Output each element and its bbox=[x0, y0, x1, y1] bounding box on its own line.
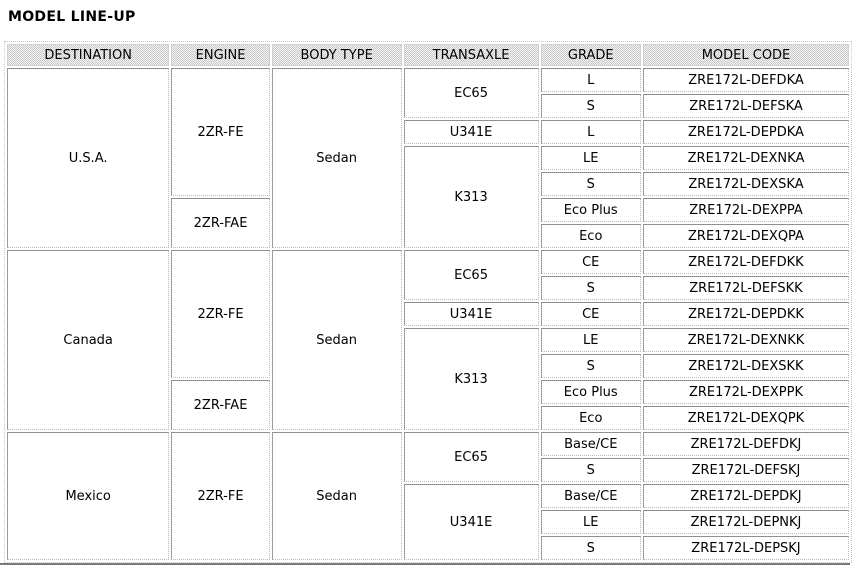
table-row bbox=[7, 250, 849, 274]
model-code-cell: ZRE172L-DEXQPA bbox=[643, 224, 849, 248]
grade-cell: S bbox=[541, 276, 641, 300]
bottom-rule bbox=[0, 563, 850, 565]
grade-cell: S bbox=[541, 94, 641, 118]
transaxle-cell: EC65 bbox=[404, 68, 539, 118]
model-lineup-table bbox=[4, 41, 852, 563]
grade-cell: LE bbox=[541, 510, 641, 534]
transaxle-cell: U341E bbox=[404, 484, 539, 560]
body-type-cell: Sedan bbox=[272, 432, 402, 560]
grade-cell: LE bbox=[541, 146, 641, 170]
destination-cell: Mexico bbox=[7, 432, 169, 560]
transaxle-cell: K313 bbox=[404, 146, 539, 248]
engine-cell: 2ZR-FE bbox=[171, 68, 269, 196]
grade-cell: Base/CE bbox=[541, 484, 641, 508]
model-code-cell: ZRE172L-DEXSKA bbox=[643, 172, 849, 196]
model-code-cell: ZRE172L-DEXNKK bbox=[643, 328, 849, 352]
engine-cell: 2ZR-FAE bbox=[171, 380, 269, 430]
model-code-cell: ZRE172L-DEFDKJ bbox=[643, 432, 849, 456]
grade-cell: LE bbox=[541, 328, 641, 352]
col-header-engine: ENGINE bbox=[171, 44, 269, 66]
col-header-body-type: BODY TYPE bbox=[272, 44, 402, 66]
transaxle-cell: EC65 bbox=[404, 250, 539, 300]
transaxle-cell: EC65 bbox=[404, 432, 539, 482]
engine-cell: 2ZR-FE bbox=[171, 432, 269, 560]
transaxle-cell: U341E bbox=[404, 302, 539, 326]
table-row bbox=[7, 432, 849, 456]
transaxle-cell: K313 bbox=[404, 328, 539, 430]
grade-cell: Eco Plus bbox=[541, 198, 641, 222]
model-code-cell: ZRE172L-DEPNKJ bbox=[643, 510, 849, 534]
grade-cell: L bbox=[541, 120, 641, 144]
engine-cell: 2ZR-FAE bbox=[171, 198, 269, 248]
model-code-cell: ZRE172L-DEFDKA bbox=[643, 68, 849, 92]
engine-cell: 2ZR-FE bbox=[171, 250, 269, 378]
grade-cell: CE bbox=[541, 250, 641, 274]
table-header-row bbox=[7, 44, 849, 66]
grade-cell: L bbox=[541, 68, 641, 92]
transaxle-cell: U341E bbox=[404, 120, 539, 144]
grade-cell: Base/CE bbox=[541, 432, 641, 456]
model-code-cell: ZRE172L-DEPDKA bbox=[643, 120, 849, 144]
model-code-cell: ZRE172L-DEFSKA bbox=[643, 94, 849, 118]
model-code-cell: ZRE172L-DEFSKJ bbox=[643, 458, 849, 482]
col-header-transaxle: TRANSAXLE bbox=[404, 44, 539, 66]
grade-cell: S bbox=[541, 458, 641, 482]
grade-cell: S bbox=[541, 536, 641, 560]
destination-cell: U.S.A. bbox=[7, 68, 169, 248]
table-row bbox=[7, 68, 849, 92]
model-code-cell: ZRE172L-DEXPPK bbox=[643, 380, 849, 404]
model-code-cell: ZRE172L-DEFSKK bbox=[643, 276, 849, 300]
grade-cell: CE bbox=[541, 302, 641, 326]
grade-cell: Eco Plus bbox=[541, 380, 641, 404]
grade-cell: Eco bbox=[541, 224, 641, 248]
grade-cell: S bbox=[541, 354, 641, 378]
model-code-cell: ZRE172L-DEPDKK bbox=[643, 302, 849, 326]
model-code-cell: ZRE172L-DEXNKA bbox=[643, 146, 849, 170]
model-code-cell: ZRE172L-DEFDKK bbox=[643, 250, 849, 274]
body-type-cell: Sedan bbox=[272, 68, 402, 248]
body-type-cell: Sedan bbox=[272, 250, 402, 430]
col-header-grade: GRADE bbox=[541, 44, 641, 66]
grade-cell: S bbox=[541, 172, 641, 196]
model-code-cell: ZRE172L-DEPSKJ bbox=[643, 536, 849, 560]
destination-cell: Canada bbox=[7, 250, 169, 430]
grade-cell: Eco bbox=[541, 406, 641, 430]
col-header-destination: DESTINATION bbox=[7, 44, 169, 66]
model-code-cell: ZRE172L-DEPDKJ bbox=[643, 484, 849, 508]
col-header-model-code: MODEL CODE bbox=[643, 44, 849, 66]
model-code-cell: ZRE172L-DEXSKK bbox=[643, 354, 849, 378]
model-code-cell: ZRE172L-DEXPPA bbox=[643, 198, 849, 222]
model-code-cell: ZRE172L-DEXQPK bbox=[643, 406, 849, 430]
page-title: MODEL LINE-UP bbox=[8, 9, 136, 25]
